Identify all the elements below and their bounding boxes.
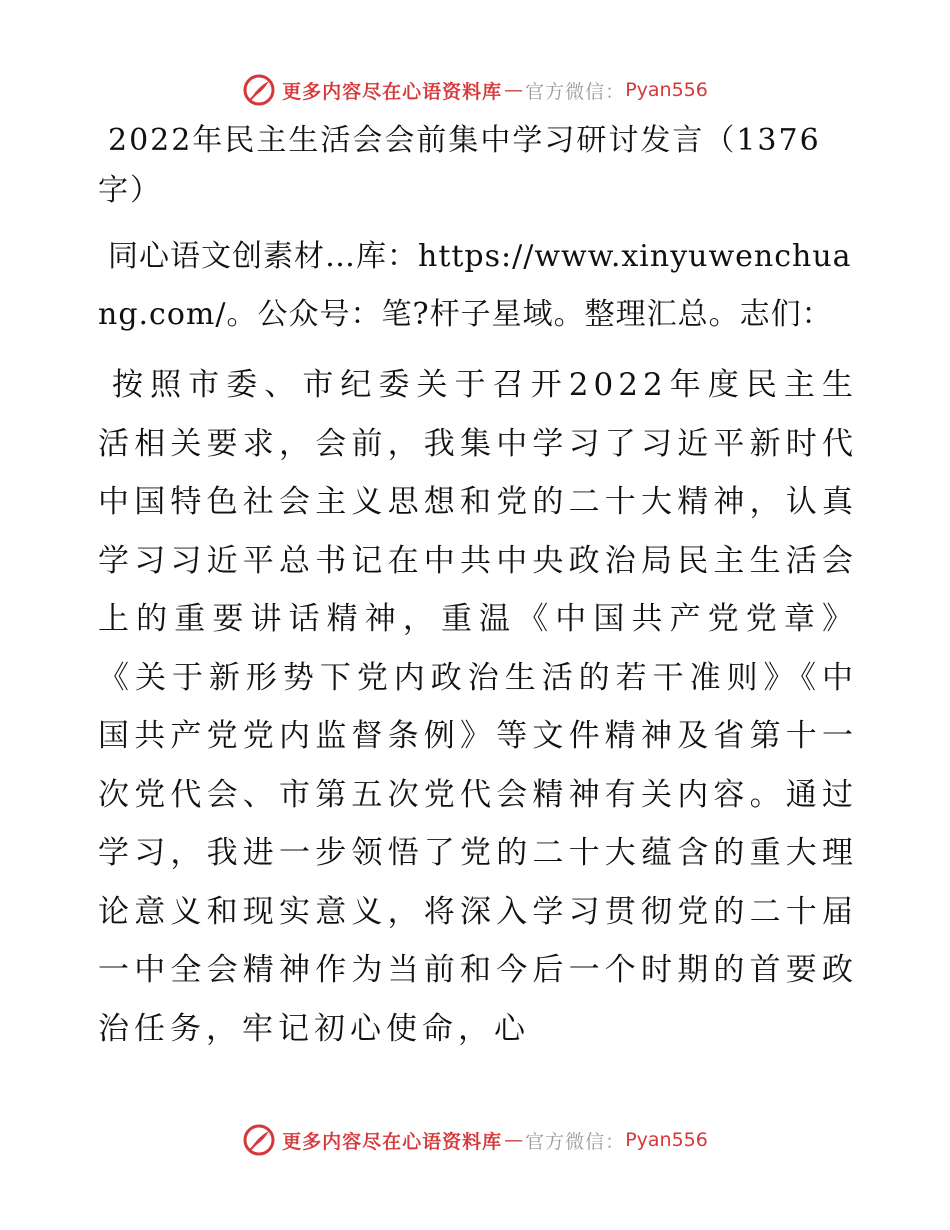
feather-quill-logo-icon — [242, 1123, 276, 1157]
document-body-paragraph: 按照市委、市纪委关于召开2022年度民主生活相关要求，会前，我集中学习了习近平新时代中国特色社会主义思想和党的二十大精神，认真学习习近平总书记在中共中央政治局民主生活会上的重要讲话精神，重温《中国共产党党章》《关于新形势下党内政治生活的若干准则》《中国共产党党内监督条例》等文件精神及省第十一次党代会、市第五次党代会精神有关内容。通过学习，我进一步领悟了党的二十大蕴含的重大理论意义和现实意义，将深入学习贯彻党的二十届一中全会精神作为当前和今后一个时期的首要政治任务，牢记初心使命，心 — [98, 367, 858, 1047]
document-source-line: 同心语文创素材…库：https://www.xinyuwenchuang.com/。公众号：笔?杆子星域。整理汇总。志们： — [98, 239, 852, 332]
document-title: 2022年民主生活会会前集中学习研讨发言（1376字） — [98, 123, 821, 208]
watermark-wechat-id: Pyan556 — [625, 79, 708, 101]
footer-watermark — [0, 1120, 950, 1160]
watermark-separator: — — [504, 79, 524, 101]
watermark-promo-text: 更多内容尽在心语资料库 — [282, 80, 503, 103]
watermark-official-label: 官方微信： — [525, 1130, 626, 1153]
watermark-promo-text: 更多内容尽在心语资料库 — [282, 1130, 503, 1153]
watermark-wechat-id: Pyan556 — [625, 1129, 708, 1151]
document-content — [98, 116, 858, 1058]
watermark-official-label: 官方微信： — [525, 80, 626, 103]
watermark-separator: — — [504, 1129, 524, 1151]
header-watermark — [0, 70, 950, 110]
feather-quill-logo-icon — [242, 73, 276, 107]
